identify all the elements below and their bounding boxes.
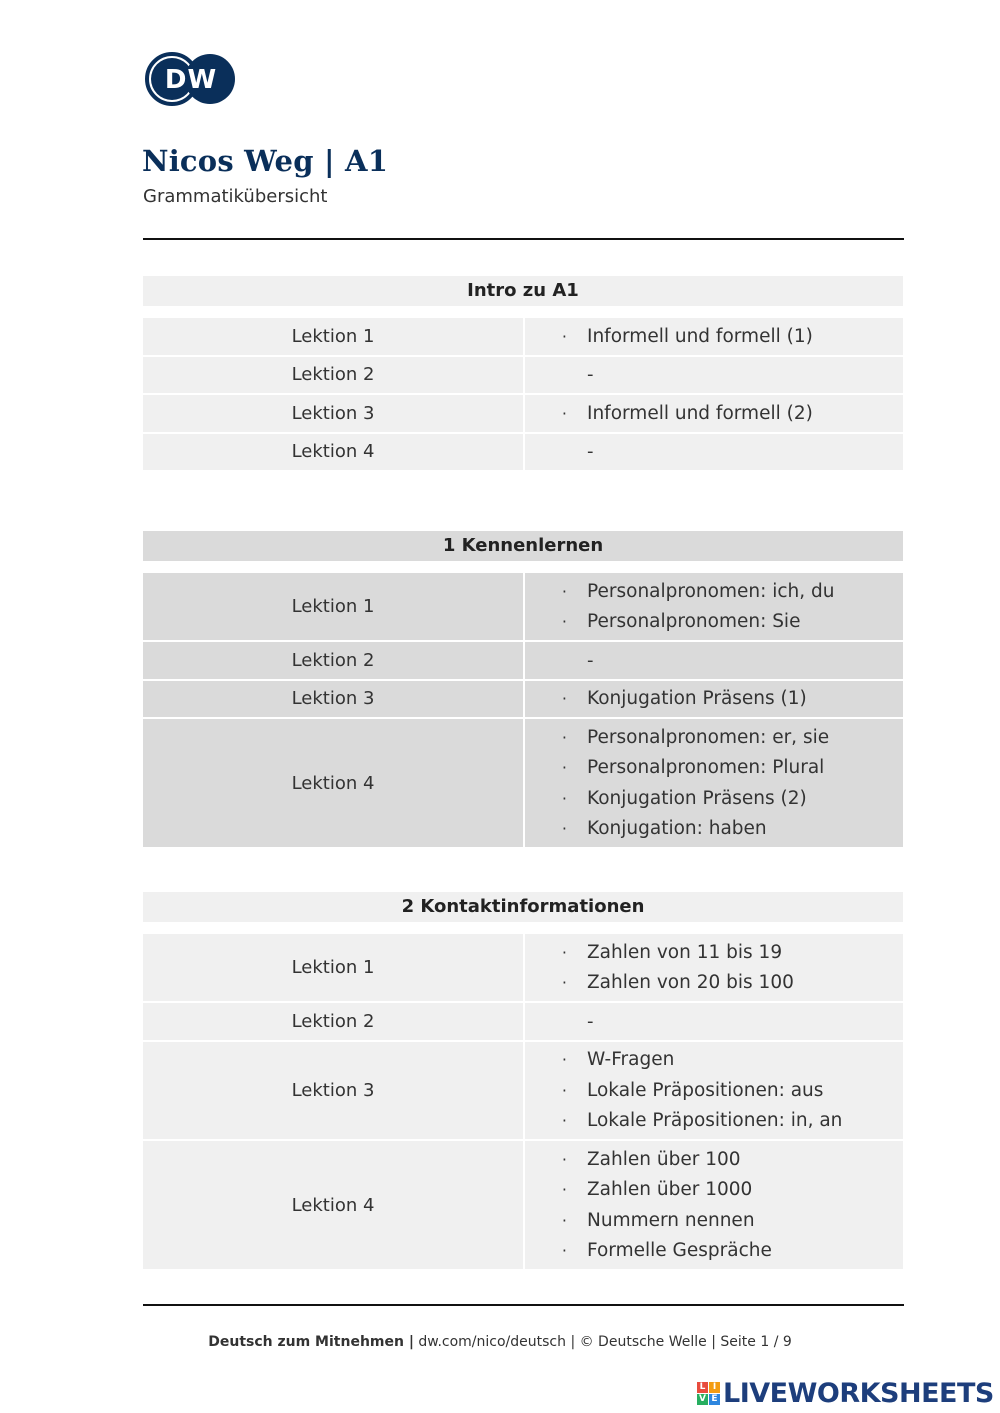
bullet-icon: · [561,689,567,709]
lw-letter: I [709,1382,720,1393]
bullet-icon: · [561,581,567,601]
topic-list [525,1003,903,1040]
topic-item [525,1075,903,1106]
document-title: Nicos Weg | A1 [142,144,389,178]
table-row [143,719,903,847]
bullet-icon: · [561,758,567,778]
topic-item [525,321,903,352]
section-kennenlernen [143,531,903,849]
lektion-label: Lektion 4 [143,1141,523,1269]
lektion-label: Lektion 1 [143,934,523,1001]
topic-text: Formelle Gespräche [587,1240,772,1262]
lektion-label: Lektion 4 [143,434,523,471]
empty-marker: - [587,649,594,671]
bullet-icon: · [561,326,567,346]
topic-list [525,719,903,847]
document-subtitle: Grammatikübersicht [143,186,328,207]
topic-text: Konjugation: haben [587,818,767,840]
liveworksheets-watermark [697,1378,994,1409]
bullet-icon: · [561,612,567,632]
topic-item [525,722,903,753]
bullet-icon: · [561,1241,567,1261]
liveworksheets-icon [697,1382,720,1405]
topic-list [525,1042,903,1140]
section-title: 2 Kontaktinformationen [143,892,903,922]
topic-item [525,937,903,968]
lektion-label: Lektion 2 [143,1003,523,1040]
topic-text: Zahlen von 11 bis 19 [587,941,783,963]
lektion-label: Lektion 3 [143,1042,523,1140]
footer-info: dw.com/nico/deutsch | © Deutsche Welle | Seite 1 / 9 [413,1334,792,1350]
table-row [143,395,903,432]
bullet-icon: · [561,1210,567,1230]
bottom-divider [143,1304,904,1306]
lw-letter: E [709,1394,720,1405]
footer-brand: Deutsch zum Mitnehmen | [208,1334,414,1350]
topic-list [525,642,903,679]
table-row [143,1141,903,1269]
topic-item [525,1236,903,1267]
bullet-icon: · [561,1080,567,1100]
topic-text: Lokale Präpositionen: in, an [587,1110,843,1132]
topic-item [525,968,903,999]
bullet-icon: · [561,788,567,808]
empty-marker: - [587,1010,594,1032]
table-row [143,1003,903,1040]
topic-list [525,681,903,718]
dw-logo [145,52,237,106]
bullet-icon: · [561,1180,567,1200]
lektion-label: Lektion 3 [143,395,523,432]
topic-list [525,434,903,471]
topic-text: Informell und formell (2) [587,402,813,424]
section-kontaktinformationen [143,892,903,1271]
topic-text: Zahlen über 100 [587,1148,741,1170]
topic-list [525,573,903,640]
topic-item [525,1144,903,1175]
topic-text: Personalpronomen: ich, du [587,580,835,602]
topic-text: Lokale Präpositionen: aus [587,1079,824,1101]
topic-text: Nummern nennen [587,1209,755,1231]
liveworksheets-text: LIVEWORKSHEETS [723,1378,994,1409]
table-row [143,681,903,718]
topic-list [525,1141,903,1269]
table-row [143,934,903,1001]
lektion-label: Lektion 1 [143,573,523,640]
bullet-icon: · [561,819,567,839]
topic-list [525,357,903,394]
topic-item [525,607,903,638]
table-row [143,573,903,640]
empty-marker: - [587,364,594,386]
topic-text: Personalpronomen: er, sie [587,726,830,748]
topic-item [525,814,903,845]
topic-item [525,753,903,784]
bullet-icon: · [561,1050,567,1070]
topic-item [525,1205,903,1236]
topic-text: Zahlen von 20 bis 100 [587,972,794,994]
topic-text: Konjugation Präsens (1) [587,688,807,710]
topic-list [525,318,903,355]
topic-item [525,1045,903,1076]
section-intro [143,276,903,472]
topic-text: Personalpronomen: Sie [587,611,801,633]
section-title: Intro zu A1 [143,276,903,306]
table-row [143,642,903,679]
lektion-label: Lektion 4 [143,719,523,847]
lw-letter: L [697,1382,708,1393]
topic-text: Konjugation Präsens (2) [587,787,807,809]
lektion-label: Lektion 3 [143,681,523,718]
topic-item [525,398,903,429]
topic-item [525,1175,903,1206]
bullet-icon: · [561,942,567,962]
bullet-icon: · [561,973,567,993]
lektion-label: Lektion 1 [143,318,523,355]
topic-item [525,576,903,607]
top-divider [143,238,904,240]
topic-item [525,684,903,715]
empty-marker: - [587,441,594,463]
topic-list [525,395,903,432]
table-row [143,318,903,355]
table-row [143,357,903,394]
lw-letter: V [697,1394,708,1405]
topic-list [525,934,903,1001]
topic-item [525,783,903,814]
logo-text: DW [164,65,218,95]
lektion-label: Lektion 2 [143,357,523,394]
topic-text: Zahlen über 1000 [587,1179,753,1201]
topic-text: W-Fragen [587,1049,675,1071]
bullet-icon: · [561,403,567,423]
topic-item [525,1106,903,1137]
page-footer [0,1334,1000,1350]
topic-text: Informell und formell (1) [587,325,813,347]
lektion-label: Lektion 2 [143,642,523,679]
table-row [143,434,903,471]
bullet-icon: · [561,1111,567,1131]
section-title: 1 Kennenlernen [143,531,903,561]
topic-text: Personalpronomen: Plural [587,757,825,779]
bullet-icon: · [561,727,567,747]
bullet-icon: · [561,1149,567,1169]
table-row [143,1042,903,1140]
